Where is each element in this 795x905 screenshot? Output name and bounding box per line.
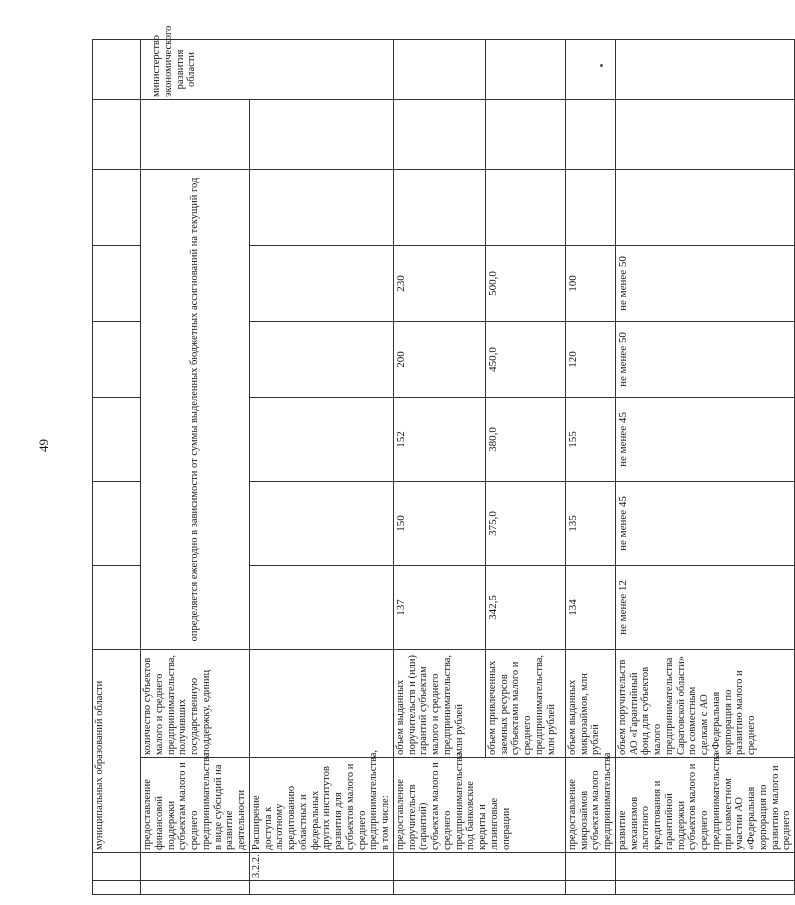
value-cell: 137 (393, 565, 485, 649)
support-merged-note: определяется ежегодно в зависимости от суммы выделенных бюджетных ассигнований на текущий год (141, 169, 250, 649)
value-cell: 230 (393, 245, 485, 321)
value-cell: не менее 45 (615, 397, 794, 481)
value-cell: 342,5 (485, 565, 565, 649)
value-cell: не менее 12 (615, 565, 794, 649)
value-cell: 500,0 (485, 245, 565, 321)
value-cell: 134 (565, 565, 615, 649)
value-cell: 135 (565, 481, 615, 565)
value-cell: не менее 45 (615, 481, 794, 565)
program-measures-table (92, 25, 795, 895)
support-indicator: количество субъектов малого и среднего предпринимательства, получивших государственную поддержку, единиц (141, 649, 250, 757)
value-cell: 155 (565, 397, 615, 481)
value-cell: 380,0 (485, 397, 565, 481)
table-row (141, 39, 250, 894)
value-cell: 450,0 (485, 321, 565, 397)
table-row (393, 39, 485, 894)
table-row (615, 39, 794, 894)
access-measure: Расширение доступа к льготному кредитованию областных и федеральных других институтов развития для субъектов малого и среднего предпринимательства, в том числе: (249, 758, 393, 853)
value-cell: 120 (565, 321, 615, 397)
page-number: 49 (36, 439, 51, 452)
table-row (565, 39, 615, 894)
row-header-text: муниципальных образований области (93, 649, 141, 852)
item-number: 3.2.2. (249, 853, 393, 881)
executor-ministry: министерство экономического развития области (141, 39, 394, 99)
microloans-indicator: объем выданных микрозаймов, млн рублей (565, 649, 615, 757)
guarantees-indicator-1: объем выданных поручительств и (или) гарантий субъектам малого и среднего предпринимательства, млн рублей (393, 649, 485, 757)
mechanisms-measure: развитие механизмов льготного кредитования и гарантийной поддержки субъектов малого и среднего предпринимательства при совместном участии АО «Федеральная корпорация по развитию малого и среднего (615, 758, 794, 853)
support-measure: предоставление финансовой поддержки субъектам малого и среднего предпринимательства в виде субсидий на развитие деятельности (141, 758, 250, 853)
guarantees-indicator-2: объем привлеченных заемных ресурсов субъектами малого и среднего предпринимательства, млн рублей (485, 649, 565, 757)
table-row (249, 39, 393, 894)
value-cell: 150 (393, 481, 485, 565)
rotated-table-wrapper (92, 25, 793, 895)
guarantees-measure: предоставление поручительств (гарантий) субъектам малого и среднего предпринимательства под банковские кредиты и лизинговые операции (393, 758, 565, 853)
value-cell: не менее 50 (615, 245, 794, 321)
value-cell: 152 (393, 397, 485, 481)
value-cell: 375,0 (485, 481, 565, 565)
value-cell: 100 (565, 245, 615, 321)
value-cell: не менее 50 (615, 321, 794, 397)
table-row (93, 39, 141, 894)
value-cell: 200 (393, 321, 485, 397)
microloans-measure: предоставление микрозаймов субъектам малого предпринимательства (565, 758, 615, 853)
mechanisms-indicator: объем поручительств АО «Гарантийный фонд для субъектов малого предпринимательства Саратовской области» по совместным сделкам с АО «Федеральная корпорация по развитию малого и среднего (615, 649, 794, 757)
